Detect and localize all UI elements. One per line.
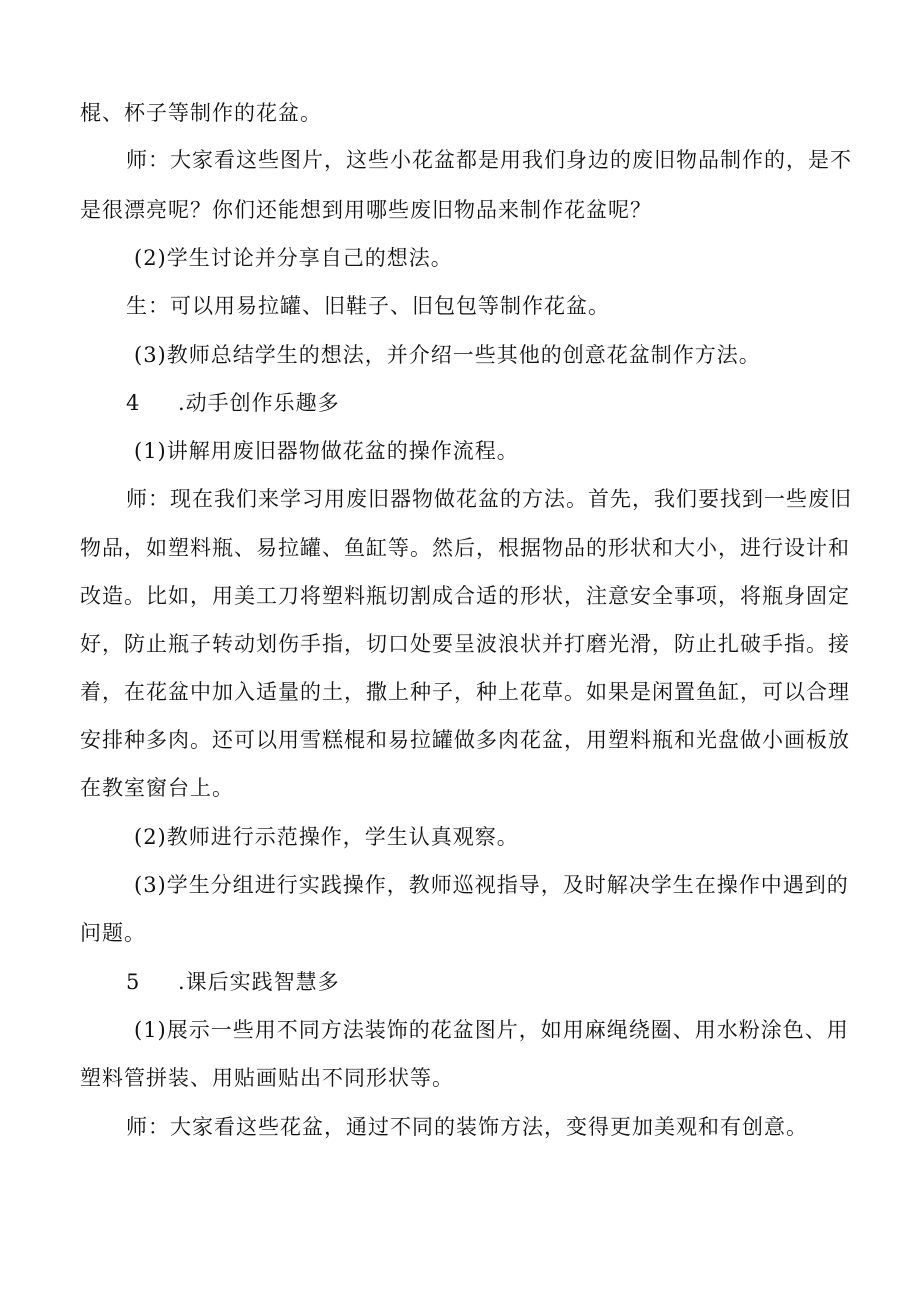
- section-title: .动手创作乐趣多: [178, 391, 340, 415]
- paragraph-line: 物品，如塑料瓶、易拉罐、鱼缸等。然后，根据物品的形状和大小，进行设计和: [80, 536, 850, 560]
- section-number: 5: [126, 970, 140, 994]
- paragraph-line: 问题。: [80, 921, 146, 945]
- section-title: .课后实践智慧多: [178, 970, 340, 994]
- section-number: 4: [126, 391, 140, 415]
- paragraph-line: (2)学生讨论并分享自己的想法。: [134, 246, 453, 270]
- paragraph-line: (1)展示一些用不同方法装饰的花盆图片，如用麻绳绕圈、用水粉涂色、用: [134, 1018, 849, 1042]
- paragraph-line: 师：大家看这些图片，这些小花盆都是用我们身边的废旧物品制作的，是不: [126, 148, 852, 172]
- paragraph-line: 师：大家看这些花盆，通过不同的装饰方法，变得更加美观和有创意。: [126, 1115, 808, 1139]
- paragraph-line: 着，在花盆中加入适量的土，撒上种子，种上花草。如果是闲置鱼缸，可以合理: [80, 680, 850, 704]
- paragraph-line: 生：可以用易拉罐、旧鞋子、旧包包等制作花盆。: [126, 294, 610, 318]
- paragraph-line: (3)学生分组进行实践操作，教师巡视指导，及时解决学生在操作中遇到的: [134, 873, 849, 897]
- paragraph-line: (1)讲解用废旧器物做花盆的操作流程。: [134, 439, 519, 463]
- paragraph-line: (2)教师进行示范操作，学生认真观察。: [134, 825, 519, 849]
- paragraph-line: 师：现在我们来学习用废旧器物做花盆的方法。首先，我们要找到一些废旧: [126, 487, 852, 511]
- paragraph-line: 是很漂亮呢？你们还能想到用哪些废旧物品来制作花盆呢？: [80, 198, 652, 222]
- paragraph-line: 改造。比如，用美工刀将塑料瓶切割成合适的形状，注意安全事项，将瓶身固定: [80, 584, 850, 608]
- paragraph-line: 安排种多肉。还可以用雪糕棍和易拉罐做多肉花盆，用塑料瓶和光盘做小画板放: [80, 728, 850, 752]
- paragraph-line: 在教室窗台上。: [80, 776, 234, 800]
- paragraph-line: 塑料管拼装、用贴画贴出不同形状等。: [80, 1066, 454, 1090]
- paragraph-line: 好，防止瓶子转动划伤手指，切口处要呈波浪状并打磨光滑，防止扎破手指。接: [80, 632, 850, 656]
- paragraph-line: 棍、杯子等制作的花盆。: [80, 101, 322, 125]
- paragraph-line: (3)教师总结学生的想法，并介绍一些其他的创意花盆制作方法。: [134, 343, 761, 367]
